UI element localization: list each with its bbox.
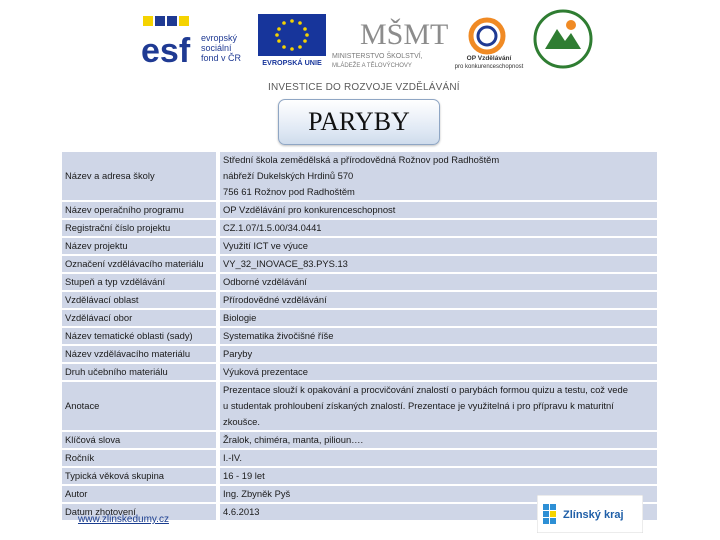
row-value [216,328,657,344]
msmt-logo [330,10,450,72]
row-value-line: 4.6.2013 [223,506,260,517]
row-value-line: Prezentace slouží k opakování a procvičování znalostí o parybách formou quizu a testu, což vede [223,384,628,395]
table-row [62,274,657,290]
row-value-line: Výuková prezentace [223,366,308,377]
row-label: Klíčová slova [62,432,216,448]
row-value [216,274,657,290]
msmt-line-2: MLÁDEŽE A TĚLOVÝCHOVY [332,63,412,69]
op-line-1: OP Vzdělávání [466,55,512,62]
row-label: Název tematické oblasti (sady) [62,328,216,344]
esf-line-2: sociální [201,43,232,53]
row-value-line: 756 61 Rožnov pod Radhoštěm [223,186,355,197]
table-row [62,450,657,466]
row-label: Registrační číslo projektu [62,220,216,236]
row-value [216,450,657,466]
row-value-line: nábřeží Dukelských Hrdinů 570 [223,170,354,181]
row-value [216,220,657,236]
row-label: Ročník [62,450,216,466]
eu-label: EVROPSKÁ UNIE [262,58,322,67]
row-value-line: u studentak prohloubení získaných znalostí. Prezentace je využitelná i pro přípravu k maturitní [223,400,614,411]
row-value-line: Biologie [223,312,257,323]
row-value-line: Ing. Zbyněk Pyš [223,488,291,499]
esf-wordmark: esf [141,32,191,68]
esf-logo [141,14,253,68]
table-row [62,468,657,484]
row-label: Stupeň a typ vzdělávání [62,274,216,290]
row-value-line: Přírodovědné vzdělávání [223,294,327,305]
esf-line-1: evropský [201,33,238,43]
table-row [62,238,657,254]
row-value [216,202,657,218]
row-label: Typická věková skupina [62,468,216,484]
row-value-line: OP Vzdělávání pro konkurenceschopnost [223,204,396,215]
row-value [216,292,657,308]
op-line-2: pro konkurenceschopnost [454,64,524,70]
row-value-line: I.-IV. [223,452,242,463]
row-value [216,382,657,430]
table-row [62,220,657,236]
row-label: Označení vzdělávacího materiálu [62,256,216,272]
row-value-line: Odborné vzdělávání [223,276,307,287]
row-value-line: Střední škola zemědělská a přírodovědná Rožnov pod Radhoštěm [223,154,500,165]
table-row [62,310,657,326]
row-label: Datum zhotovení [62,504,216,520]
row-value-line: Žralok, chiméra, manta, pilioun…. [223,434,364,445]
table-row [62,364,657,380]
msmt-line-1: MINISTERSTVO ŠKOLSTVÍ, [332,53,423,60]
row-value-line: zkoušce. [223,416,260,427]
msmt-mark: MŠMT [360,18,449,51]
row-label: Autor [62,486,216,502]
table-row [62,202,657,218]
table-row [62,328,657,344]
page-title: PARYBY [308,107,410,136]
table-row [62,346,657,362]
row-label: Druh učebního materiálu [62,364,216,380]
row-value [216,468,657,484]
eu-flag-logo [258,14,326,68]
row-label: Anotace [62,382,216,430]
row-label: Název vzdělávacího materiálu [62,346,216,362]
row-value [216,152,657,200]
esf-line-3: fond v ČR [201,53,242,63]
table-row [62,152,657,200]
metadata-table [62,150,657,522]
row-label: Název projektu [62,238,216,254]
footer-link[interactable]: www.zlinskedumy.cz [78,514,169,525]
row-value [216,346,657,362]
title-box [278,99,440,145]
row-value [216,256,657,272]
row-value-line: Paryby [223,348,253,359]
row-label: Vzdělávací oblast [62,292,216,308]
row-value-line: 16 - 19 let [223,470,265,481]
zlin-region-badge [537,495,643,533]
row-label: Název operačního programu [62,202,216,218]
row-label: Název a adresa školy [62,152,216,200]
slogan: INVESTICE DO ROZVOJE VZDĚLÁVÁNÍ [268,82,460,93]
table-row [62,292,657,308]
row-value [216,238,657,254]
table-row [62,432,657,448]
zlin-region-label: Zlínský kraj [563,509,624,521]
row-value-line: VY_32_INOVACE_83.PYS.13 [223,258,348,269]
row-label: Vzdělávací obor [62,310,216,326]
row-value [216,364,657,380]
table-row [62,256,657,272]
logo-bar [0,0,720,75]
table-row [62,382,657,430]
op-vk-logo [449,12,529,72]
row-value-line: Systematika živočišné říše [223,330,334,341]
row-value-line: CZ.1.07/1.5.00/34.0441 [223,222,322,233]
row-value-line: Využití ICT ve výuce [223,240,308,251]
row-value [216,432,657,448]
row-value [216,310,657,326]
school-crest-logo [533,9,593,69]
